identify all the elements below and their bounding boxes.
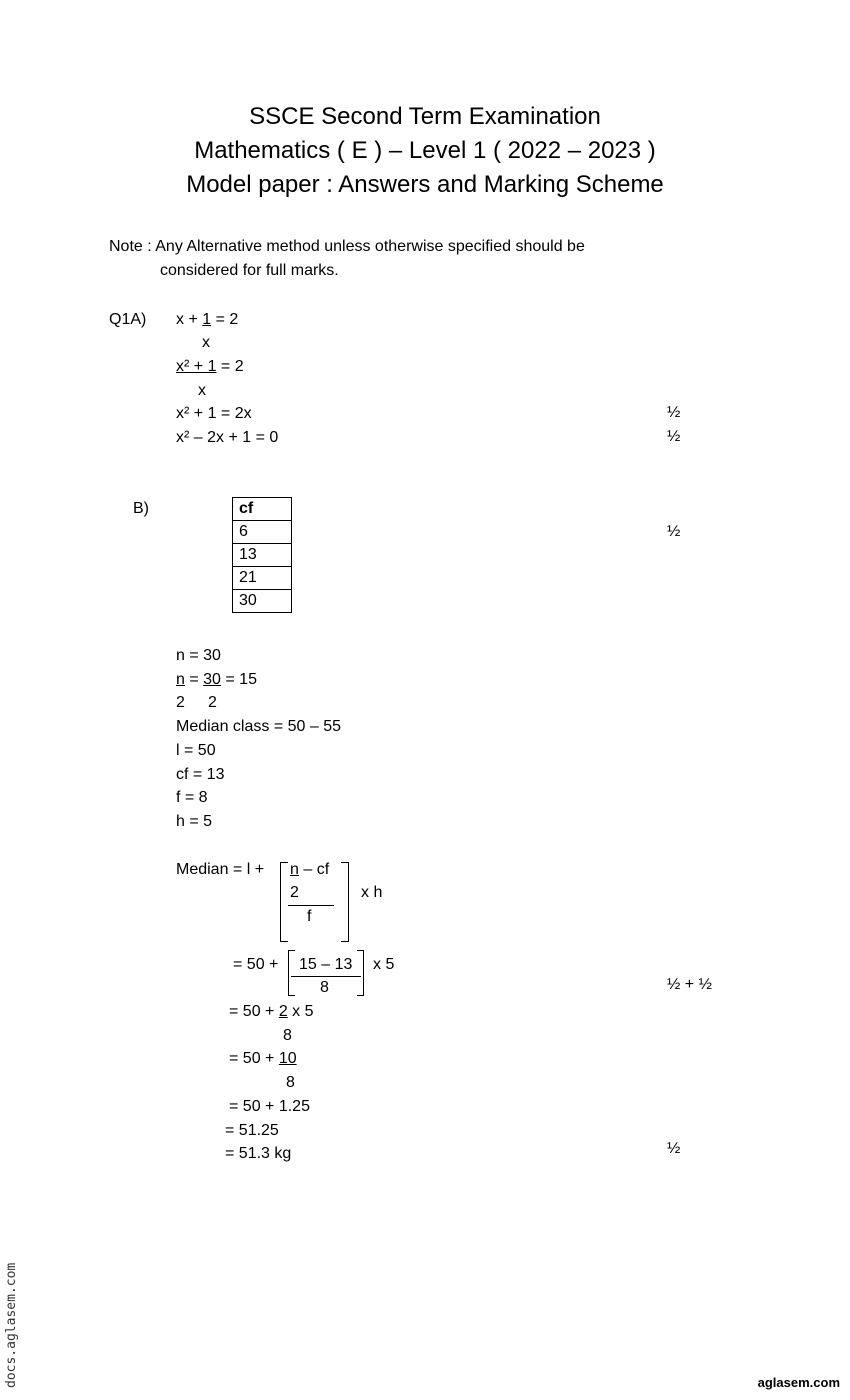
title-line-1: SSCE Second Term Examination [249,103,601,130]
cf-value: cf = 13 [176,766,225,783]
step2-lhs: = 50 + [229,1003,279,1020]
cf-cell: 6 [233,521,292,544]
step6-mark: ½ [667,1140,681,1157]
formula-right-bracket [341,862,349,942]
formula-2: 2 [290,884,299,901]
q1a-line-3: x² + 1 = 2x [176,405,252,422]
step3-num: 10 [278,1050,297,1067]
step1-denominator: 8 [320,979,329,996]
table-row [233,590,292,613]
q1a-l2-den: x [198,382,206,399]
q1a-l2-num: x² + 1 [176,358,217,375]
table-row [233,567,292,590]
half-n-num: n [176,671,185,688]
step1-right-bracket [357,950,364,996]
q1a-l1-b: = 2 [211,311,239,328]
cf-cell: 13 [233,544,292,567]
note-line-2: considered for full marks. [160,262,339,279]
step3-line [229,1049,297,1069]
q1a-l1-den: x [202,334,210,351]
q1a-mark-3: ½ [667,404,681,421]
table-row [233,544,292,567]
step2-num: 2 [278,1003,288,1020]
l-value: l = 50 [176,742,216,759]
step1-left-bracket [288,950,295,996]
formula-left-bracket [280,862,288,942]
half-den-1: 2 [176,694,185,711]
table-mark: ½ [667,523,681,540]
title-line-3: Model paper : Answers and Marking Scheme [186,171,664,198]
median-class: Median class = 50 – 55 [176,718,341,735]
step3-lhs: = 50 + [229,1050,279,1067]
step2-line [229,1002,314,1022]
half-30-num: 30 [203,671,221,688]
step3-denominator: 8 [286,1074,295,1091]
formula-minus-cf: – cf [298,861,330,878]
q1a-l1-num: 1 [202,311,212,328]
step5-line: = 51.25 [225,1122,279,1139]
formula-numerator [290,860,329,880]
step6-line: = 51.3 kg [225,1145,292,1162]
q1b-label: B) [133,500,149,517]
step1-mark: ½ + ½ [667,976,712,993]
h-value: h = 5 [176,813,213,830]
formula-fraction-bar [288,905,334,906]
q1a-mark-4: ½ [667,428,681,445]
cf-cell: 21 [233,567,292,590]
half-eq: = [184,671,204,688]
step4-line: = 50 + 1.25 [229,1098,310,1115]
step1-lhs: = 50 + [233,956,279,973]
step1-x5: x 5 [373,956,395,973]
step2-rest: x 5 [287,1003,314,1020]
cf-cell: 30 [233,590,292,613]
n-line: n = 30 [176,647,221,664]
q1a-label: Q1A) [109,311,147,328]
title-line-2: Mathematics ( E ) – Level 1 ( 2022 – 2023 ) [194,137,656,164]
q1a-line-1 [176,310,238,330]
cf-table [232,497,292,613]
step2-denominator: 8 [283,1027,292,1044]
brand-watermark: aglasem.com [757,1375,840,1390]
side-watermark: docs.aglasem.com [4,1262,19,1388]
q1a-l1-a: x + [176,311,203,328]
half-result: = 15 [220,671,257,688]
q1a-line-4: x² – 2x + 1 = 0 [176,429,279,446]
q1a-line-2 [176,357,244,377]
formula-xh: x h [361,884,383,901]
cf-header-cell: cf [233,498,292,521]
step1-numerator: 15 – 13 [299,956,353,973]
step1-fraction-bar [291,976,361,977]
table-row [233,521,292,544]
half-den-2: 2 [208,694,217,711]
half-n-line [176,670,257,690]
formula-n: n [290,861,299,878]
f-value: f = 8 [176,789,208,806]
q1a-l2-b: = 2 [216,358,244,375]
formula-f: f [307,908,312,925]
table-row [233,498,292,521]
formula-lhs: Median = l + [176,861,265,878]
note-line-1: Note : Any Alternative method unless otherwise specified should be [109,238,585,255]
